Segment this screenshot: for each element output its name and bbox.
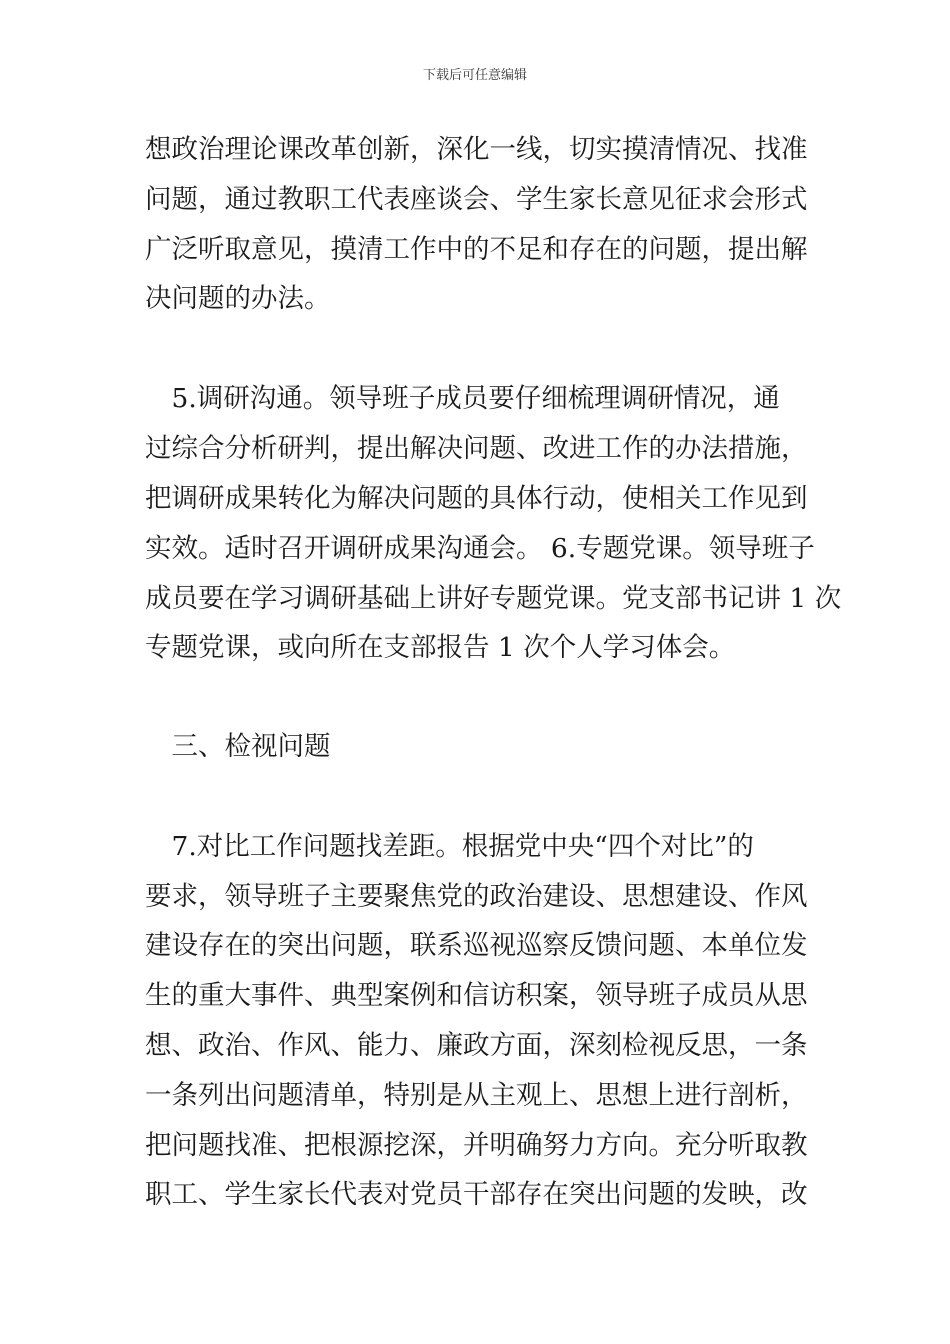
text-line: 问题，通过教职工代表座谈会、学生家长意见征求会形式 — [145, 184, 808, 215]
text-line: 7.对比工作问题找差距。根据党中央“四个对比”的 — [145, 831, 754, 862]
text-line: 一条列出问题清单，特别是从主观上、思想上进行剖析， — [145, 1080, 808, 1111]
text-line: 过综合分析研判，提出解决问题、改进工作的办法措施， — [145, 433, 808, 464]
text-line: 想政治理论课改革创新，深化一线，切实摸清情况、找准 — [145, 134, 808, 165]
text-line: 建设存在的突出问题，联系巡视巡察反馈问题、本单位发 — [145, 930, 808, 961]
text-line: 把问题找准、把根源挖深，并明确努力方向。充分听取教 — [145, 1130, 808, 1161]
text-line: 职工、学生家长代表对党员干部存在突出问题的发映，改 — [145, 1179, 808, 1210]
text-line: 成员要在学习调研基础上讲好专题党课。党支部书记讲 1 次 — [145, 583, 842, 614]
text-line: 把调研成果转化为解决问题的具体行动，使相关工作见到 — [145, 483, 808, 514]
text-line: 想、政治、作风、能力、廉政方面，深刻检视反思，一条 — [145, 1030, 808, 1061]
text-line: 广泛听取意见，摸清工作中的不足和存在的问题，提出解 — [145, 234, 808, 265]
section-heading: 三、检视问题 — [145, 731, 331, 762]
text-line: 要求，领导班子主要聚焦党的政治建设、思想建设、作风 — [145, 881, 808, 912]
text-line: 5.调研沟通。领导班子成员要仔细梳理调研情况，通 — [145, 383, 780, 414]
text-line: 生的重大事件、典型案例和信访积案，领导班子成员从思 — [145, 980, 808, 1011]
text-line: 专题党课，或向所在支部报告 1 次个人学习体会。 — [145, 632, 736, 663]
text-line: 实效。适时召开调研成果沟通会。 6.专题党课。领导班子 — [145, 533, 815, 564]
text-line: 决问题的办法。 — [145, 283, 331, 314]
page-header: 下载后可任意编辑 — [422, 68, 527, 83]
